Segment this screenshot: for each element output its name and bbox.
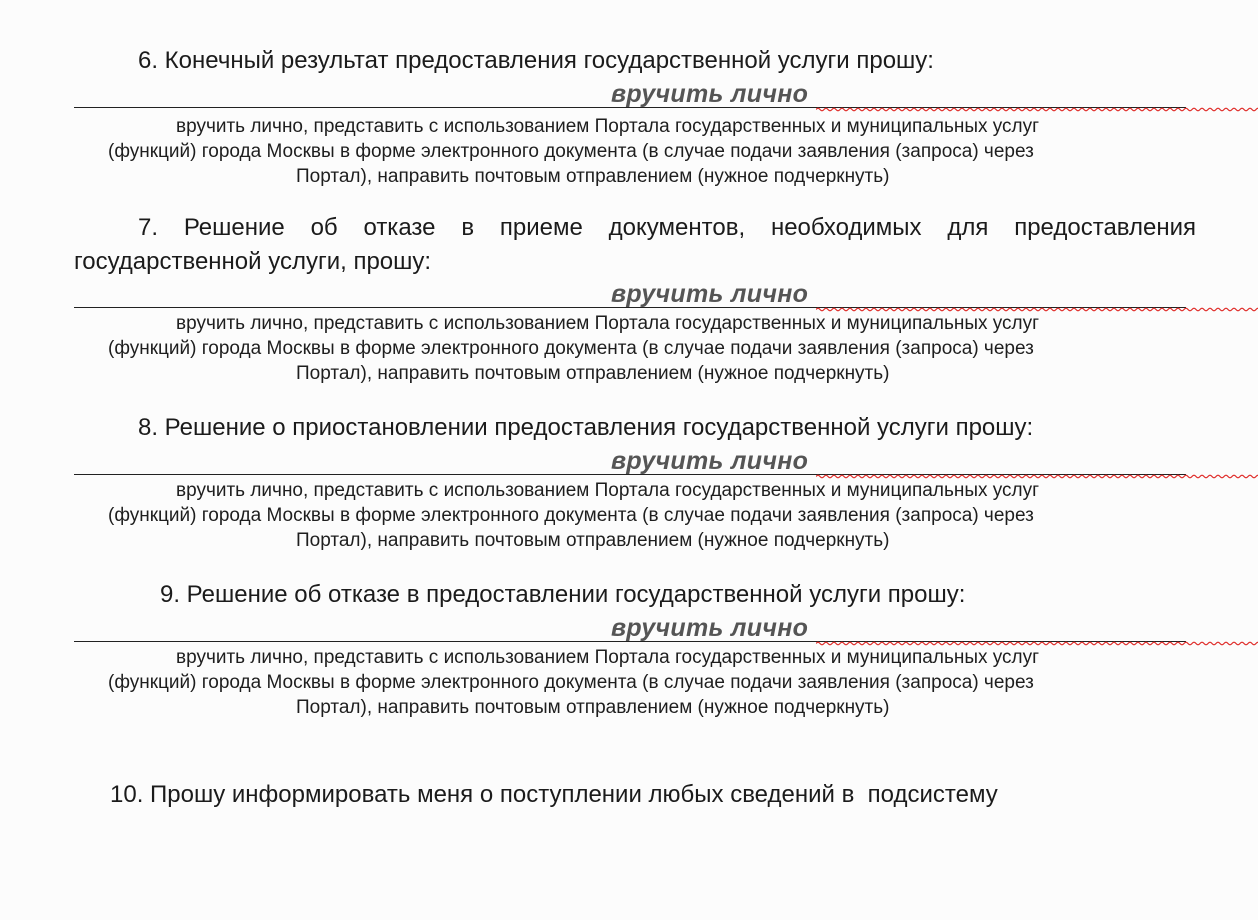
section-8-heading: 8. Решение о приостановлении предоставления государственной услуги прошу: [138, 414, 1034, 441]
hint-line: вручить лично, представить с использованием Портала государственных и муниципальных услуг [176, 116, 1040, 137]
section-6-hint [92, 114, 1182, 189]
spellcheck-squiggle [816, 107, 1258, 112]
hint-line: (функций) города Москвы в форме электронного документа (в случае подачи заявления (запроса) через [108, 338, 1034, 359]
section-7-heading-line-1: 7. Решение об отказе в приеме документов, необходимых для предоставления [138, 214, 1196, 241]
section-8-answer-field[interactable] [74, 447, 1186, 477]
section-9-answer-field[interactable] [74, 614, 1186, 644]
section-8-answer-value: вручить лично [611, 447, 809, 475]
hint-line: Портал), направить почтовым отправлением (нужное подчеркнуть) [296, 530, 890, 551]
section-7-hint [92, 311, 1182, 386]
section-8-hint [92, 478, 1182, 553]
section-7-heading-line-2: государственной услуги, прошу: [74, 248, 432, 275]
hint-line: Портал), направить почтовым отправлением (нужное подчеркнуть) [296, 166, 890, 187]
hint-line: вручить лично, представить с использованием Портала государственных и муниципальных услуг [176, 313, 1040, 334]
section-10-heading: 10. Прошу информировать меня о поступлении любых сведений в подсистему [110, 781, 998, 808]
hint-line: (функций) города Москвы в форме электронного документа (в случае подачи заявления (запроса) через [108, 141, 1034, 162]
hint-line: (функций) города Москвы в форме электронного документа (в случае подачи заявления (запроса) через [108, 672, 1034, 693]
section-6-answer-value: вручить лично [611, 80, 809, 108]
section-6-answer-field[interactable] [74, 80, 1186, 110]
section-9-heading: 9. Решение об отказе в предоставлении государственной услуги прошу: [160, 581, 966, 608]
section-9-hint [92, 645, 1182, 720]
section-7-answer-value: вручить лично [611, 280, 809, 308]
hint-line: вручить лично, представить с использованием Портала государственных и муниципальных услуг [176, 480, 1040, 501]
hint-line: Портал), направить почтовым отправлением (нужное подчеркнуть) [296, 363, 890, 384]
hint-line: вручить лично, представить с использованием Портала государственных и муниципальных услуг [176, 647, 1040, 668]
section-9-answer-value: вручить лично [611, 614, 809, 642]
section-6-heading: 6. Конечный результат предоставления государственной услуги прошу: [138, 47, 934, 74]
hint-line: Портал), направить почтовым отправлением (нужное подчеркнуть) [296, 697, 890, 718]
section-7-answer-field[interactable] [74, 280, 1186, 310]
hint-line: (функций) города Москвы в форме электронного документа (в случае подачи заявления (запроса) через [108, 505, 1034, 526]
